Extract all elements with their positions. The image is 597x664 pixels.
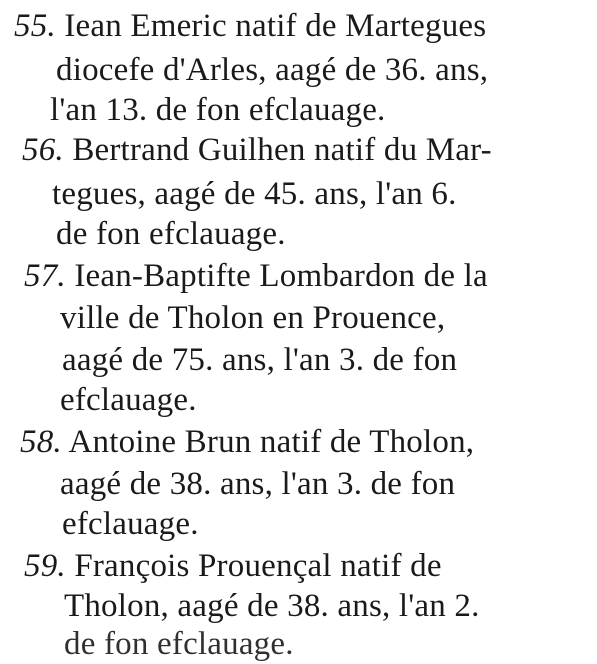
entry-55-line-2: diocefe d'Arles, aagé de 36. ans, (56, 52, 489, 88)
entry-text: Iean-Baptifte Lombardon de la (74, 258, 488, 294)
entry-text: François Prouençal natif de (74, 548, 442, 584)
entry-number: 55. (14, 8, 56, 44)
entry-57-line-1 (24, 256, 488, 296)
entry-56-line-1 (22, 130, 492, 170)
entry-58-line-3: efclauage. (62, 506, 199, 542)
entry-55-line-1 (14, 6, 486, 46)
entry-55-line-3: l'an 13. de fon efclauage. (50, 92, 386, 128)
entry-56-line-2: tegues, aagé de 45. ans, l'an 6. (52, 176, 457, 212)
entry-57-line-2: ville de Tholon en Prouence, (60, 300, 446, 336)
entry-number: 56. (22, 132, 64, 168)
entry-57-line-3: aagé de 75. ans, l'an 3. de fon (62, 342, 458, 378)
entry-59-line-1 (24, 546, 442, 586)
entry-57-line-4: efclauage. (60, 382, 197, 418)
entry-58-line-1 (20, 422, 474, 462)
entry-text: Antoine Brun natif de Tholon, (68, 424, 475, 460)
entry-number: 59. (24, 548, 66, 584)
entry-number: 58. (20, 424, 62, 460)
entry-58-line-2: aagé de 38. ans, l'an 3. de fon (60, 466, 456, 502)
entry-56-line-3: de fon efclauage. (56, 216, 286, 252)
entry-59-line-3: de fon efclauage. (64, 626, 294, 662)
entry-59-line-2: Tholon, aagé de 38. ans, l'an 2. (64, 588, 480, 624)
entry-text: Iean Emeric natif de Martegues (64, 8, 487, 44)
entry-text: Bertrand Guilhen natif du Mar- (72, 132, 492, 168)
entry-number: 57. (24, 258, 66, 294)
